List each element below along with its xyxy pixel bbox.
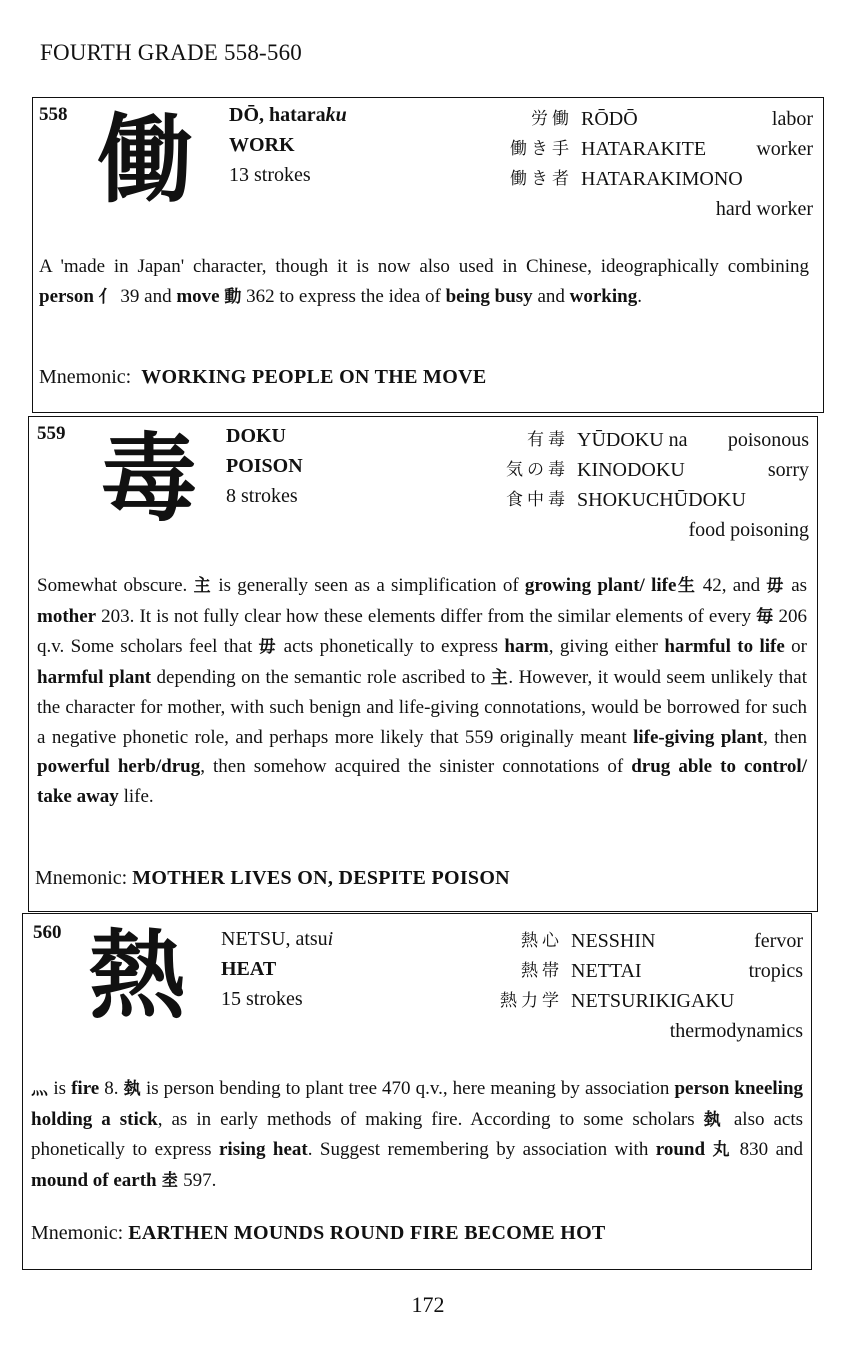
- kanji-entry-558: [32, 97, 824, 413]
- component-kanji: 亻: [98, 286, 116, 307]
- reading-on: DOKU: [226, 425, 286, 447]
- reading-kun-okurigana: i: [327, 928, 334, 950]
- entry-number: 560: [33, 922, 62, 943]
- compound-kanji: 熱心: [521, 931, 563, 951]
- compound-english: labor: [771, 108, 813, 130]
- meaning: POISON: [226, 455, 303, 477]
- compound-row: [479, 455, 809, 485]
- readings-block: [221, 924, 333, 1014]
- stroke-count: 8 strokes: [226, 485, 298, 507]
- compound-kanji: 有毒: [527, 430, 569, 450]
- compound-kanji: 気の毒: [506, 460, 569, 480]
- compound-english: fervor: [754, 930, 803, 952]
- kanji-entry-559: [28, 416, 818, 912]
- component-kanji: 丸: [712, 1140, 733, 1160]
- page-header: FOURTH GRADE 558-560: [40, 40, 303, 65]
- compound-romaji: HATARAKIMONO: [581, 168, 743, 190]
- compound-kanji: 熱帯: [521, 961, 563, 981]
- compound-romaji: KINODOKU: [577, 459, 685, 481]
- explanation: A 'made in Japan' character, though it is now also used in Chinese, ideographically combining person 亻 39 and move 動 362 to express the idea of being busy and working.: [39, 256, 809, 307]
- readings-block: [226, 421, 303, 511]
- compound-english: poisonous: [727, 429, 809, 451]
- compound-english: worker: [756, 138, 813, 160]
- compounds-list: [479, 425, 809, 545]
- compound-row: [479, 425, 809, 455]
- compound-romaji: YŪDOKU na: [577, 429, 688, 451]
- entry-number: 559: [37, 423, 66, 444]
- reading-on: DŌ,: [229, 104, 264, 126]
- compound-english-trailer: thermodynamics: [669, 1020, 803, 1042]
- compound-row: [473, 926, 803, 956]
- component-kanji: 灬: [31, 1079, 49, 1099]
- meaning: WORK: [229, 134, 295, 156]
- compound-row: [473, 986, 803, 1016]
- compound-kanji: 労働: [531, 109, 573, 129]
- compound-kanji: 働き手: [510, 139, 573, 159]
- component-kanji: 埶: [703, 1109, 725, 1130]
- compound-english: sorry: [767, 459, 809, 481]
- compound-romaji: RŌDŌ: [581, 108, 638, 130]
- mnemonic-label: Mnemonic:: [39, 366, 132, 388]
- explanation: 灬 is fire 8. 埶 is person bending to plant tree 470 q.v., here meaning by association person kneeling holding a stick, as in early methods of making fire. According to some scholars 埶 also acts phonetically to express rising heat. Suggest remembering by association with round 丸 830 and mound of earth 坴 597.: [31, 1078, 804, 1191]
- mnemonic-text: EARTHEN MOUNDS ROUND FIRE BECOME HOT: [128, 1222, 606, 1244]
- mnemonic-text: WORKING PEOPLE ON THE MOVE: [141, 366, 487, 388]
- component-kanji: 毋: [258, 637, 278, 657]
- component-kanji: 主: [193, 576, 213, 596]
- compound-kanji: 熱力学: [500, 991, 563, 1011]
- kanji-glyph: 働: [97, 104, 193, 216]
- compound-row: [483, 164, 813, 194]
- reading-kun: hatara: [269, 104, 326, 126]
- kanji-glyph: 熱: [89, 920, 185, 1032]
- kanji-glyph: 毒: [101, 423, 197, 535]
- component-kanji: 毋: [766, 576, 785, 596]
- component-kanji: 坴: [161, 1170, 179, 1191]
- meaning: HEAT: [221, 958, 277, 980]
- mnemonic-label: Mnemonic:: [31, 1222, 124, 1244]
- reading-on: NETSU,: [221, 928, 291, 950]
- reading-kun-okurigana: ku: [325, 104, 347, 126]
- stroke-count: 15 strokes: [221, 988, 303, 1010]
- compound-row: [483, 104, 813, 134]
- mnemonic: [31, 1222, 606, 1245]
- compound-english: tropics: [748, 960, 803, 982]
- mnemonic: [35, 867, 510, 890]
- compound-romaji: NETTAI: [571, 960, 642, 982]
- component-kanji: 主: [490, 667, 509, 688]
- compound-row: [483, 134, 813, 164]
- compound-kanji: 食中毒: [506, 490, 569, 510]
- compounds-list: [483, 104, 813, 224]
- component-kanji: 毎: [756, 606, 774, 627]
- compounds-list: [473, 926, 803, 1046]
- compound-row: [473, 956, 803, 986]
- kanji-entry-560: [22, 913, 812, 1270]
- mnemonic-text: MOTHER LIVES ON, DESPITE POISON: [132, 867, 510, 889]
- mnemonic-label: Mnemonic:: [35, 867, 128, 889]
- compound-romaji: HATARAKITE: [581, 138, 707, 160]
- compound-row: [479, 485, 809, 515]
- explanation: Somewhat obscure. 主 is generally seen as a simplification of growing plant/ life生 42, and 毋 as mother 203. It is not fully clear how these elements differ from the similar elements of every 毎 206 q.v. Some scholars feel that 毋 acts phonetically to express harm, giving either harmful to life or harmful plant depending on the semantic role ascribed to 主. However, it would seem unlikely that the character for mother, with such benign and life-giving connotations, would be borrowed for such a negative phonetic role, and perhaps more likely that 559 originally meant life-giving plant, then powerful herb/drug, then somehow acquired the sinister connotations of drug able to control/ take away life.: [37, 575, 808, 807]
- component-kanji: 動: [224, 286, 242, 307]
- compound-romaji: NETSURIKIGAKU: [571, 990, 735, 1012]
- compound-romaji: SHOKUCHŪDOKU: [577, 489, 746, 511]
- compound-kanji: 働き者: [510, 169, 573, 189]
- component-kanji: 生: [676, 576, 697, 596]
- page-number: 172: [411, 1292, 445, 1317]
- reading-kun: atsu: [295, 928, 328, 950]
- component-kanji: 埶: [123, 1079, 141, 1099]
- compound-english-trailer: food poisoning: [688, 519, 809, 541]
- stroke-count: 13 strokes: [229, 164, 311, 186]
- compound-romaji: NESSHIN: [571, 930, 656, 952]
- mnemonic: [39, 366, 486, 389]
- readings-block: [229, 100, 347, 190]
- entry-number: 558: [39, 104, 68, 125]
- compound-english-trailer: hard worker: [715, 198, 813, 220]
